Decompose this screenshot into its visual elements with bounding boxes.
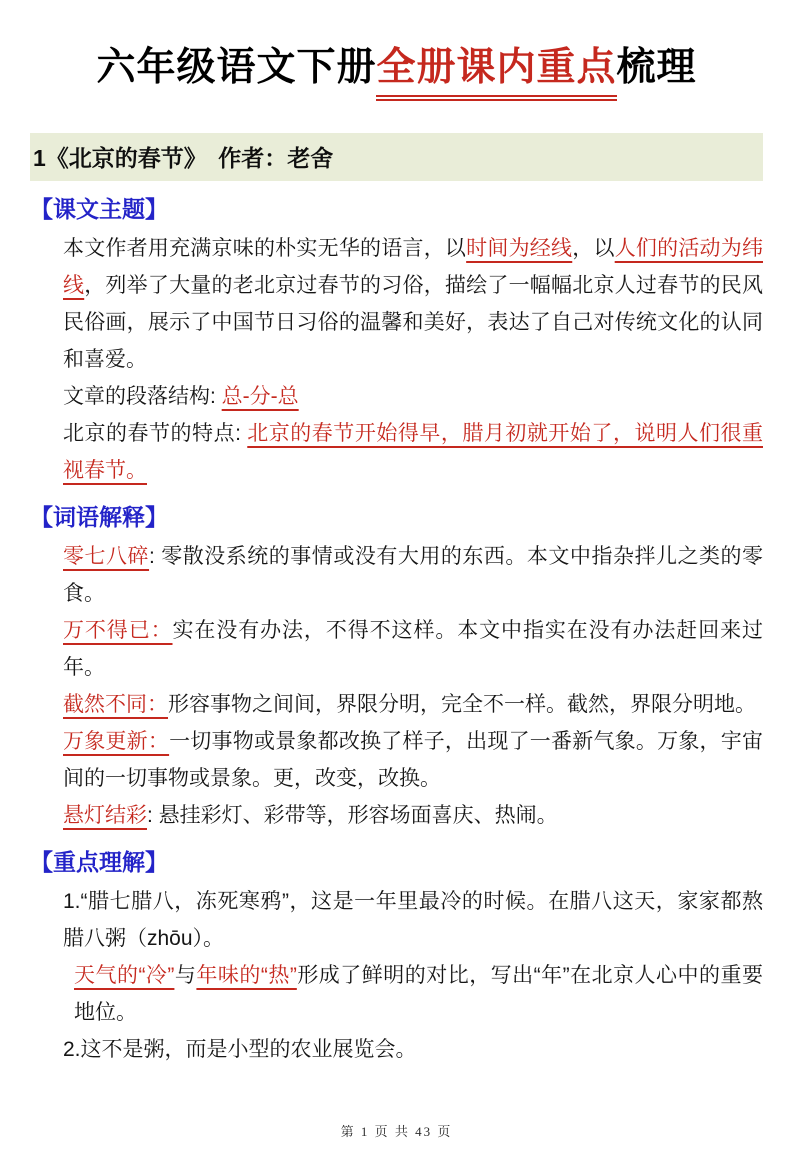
- word-term: 截然不同：: [63, 692, 168, 716]
- highlight-run: 时间为经线: [466, 236, 573, 260]
- theme-paragraph: [30, 230, 763, 378]
- key-point-analysis: [30, 957, 763, 1031]
- key-point-question: 2.这不是粥，而是小型的农业展览会。: [63, 1037, 417, 1061]
- text-run: 文章的段落结构:: [63, 384, 222, 408]
- page-number: 第 1 页 共 43 页: [340, 1124, 453, 1139]
- text-run: :: [147, 803, 159, 827]
- text-run: :: [149, 544, 162, 568]
- highlight-run: 人们的活动为纬线: [63, 236, 763, 297]
- word-entry: [30, 612, 763, 686]
- title-text-right: 梳理: [616, 46, 697, 89]
- text-run: 北京的春节的特点:: [63, 421, 248, 445]
- word-term: 悬灯结彩: [63, 803, 147, 827]
- word-term: 零七八碎: [63, 544, 150, 568]
- text-run: ，以: [572, 236, 615, 260]
- word-entry: [30, 538, 763, 612]
- structure-line: [30, 378, 763, 415]
- word-entry: [30, 797, 763, 834]
- title-text-left: 六年级语文下册: [96, 46, 377, 89]
- word-term: 万象更新：: [63, 729, 170, 753]
- word-entry: [30, 723, 763, 797]
- highlight-run: 北京的春节开始得早，腊月初就开始了，说明人们很重视春节。: [63, 421, 763, 482]
- text-run: 与: [174, 963, 197, 987]
- section-heading-words: 【词语解释】: [30, 503, 168, 530]
- title-highlight: 全册课内重点: [376, 44, 616, 101]
- highlight-run: 总-分-总: [221, 384, 299, 408]
- word-definition: 零散没系统的事情或没有大用的东西。本文中指杂拌儿之类的零食。: [63, 544, 764, 605]
- word-definition: 一切事物或景象都改换了样子，出现了一番新气象。万象，宇宙间的一切事物或景象。更，改变，改换。: [63, 729, 763, 790]
- key-point-question: 1.“腊七腊八，冻死寒鸦”，这是一年里最冷的时候。在腊八这天，家家都熬腊八粥（zhōu）。: [63, 889, 763, 950]
- feature-line: [30, 415, 763, 489]
- word-term: 万不得已：: [63, 618, 173, 642]
- highlight-run: 天气的“冷”: [74, 963, 175, 987]
- highlight-run: 年味的“热”: [196, 963, 297, 987]
- section-heading-key-points: 【重点理解】: [30, 848, 168, 875]
- word-definition: 形容事物之间间，界限分明，完全不一样。截然，界限分明地。: [168, 692, 756, 716]
- page-title: [38, 44, 755, 101]
- text-run: 本文作者用充满京味的朴实无华的语言，以: [63, 236, 467, 260]
- lesson-header-bar: 1《北京的春节》 作者：老舍: [30, 133, 763, 181]
- text-run: 形成了鲜明的对比，写出“年”在北京人心中的重要地位。: [74, 963, 763, 1024]
- text-run: ，列举了大量的老北京过春节的习俗，描绘了一幅幅北京人过春节的民风民俗画，展示了中国节日习俗的温馨和美好，表达了自己对传统文化的认同和喜爱。: [63, 273, 763, 371]
- word-definition: 实在没有办法，不得不这样。本文中指实在没有办法赶回来过年。: [63, 618, 763, 679]
- word-definition: 悬挂彩灯、彩带等，形容场面喜庆、热闹。: [158, 803, 558, 827]
- document-page: [0, 44, 793, 1068]
- word-entry: [30, 686, 763, 723]
- section-heading-theme: 【课文主题】: [30, 195, 168, 222]
